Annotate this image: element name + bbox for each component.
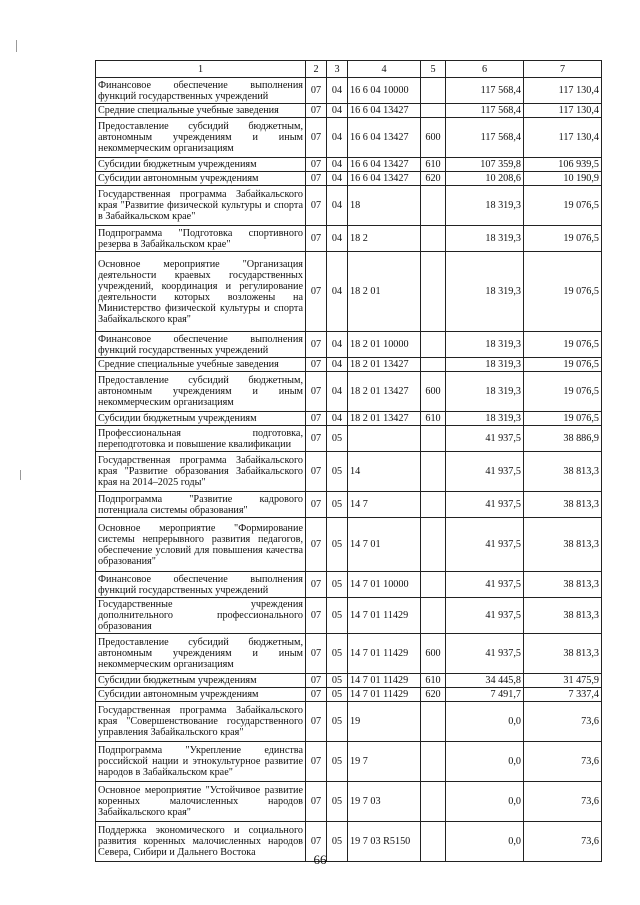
target-article-cell: 14 7 01 10000: [348, 572, 421, 598]
amount-col7-cell: 19 076,5: [524, 186, 602, 226]
subsection-code-cell: 04: [327, 158, 348, 172]
left-margin-mark: [16, 40, 17, 52]
table-row: [96, 252, 602, 332]
target-article-cell: 19 7 03: [348, 782, 421, 822]
target-article-cell: [348, 426, 421, 452]
subsection-code-cell: 04: [327, 226, 348, 252]
target-article-cell: 18 2 01 10000: [348, 332, 421, 358]
row-name-cell: Предоставление субсидий бюджетным, автономным учреждениям и иным некоммерческим организациям: [96, 634, 306, 674]
row-name-cell: Предоставление субсидий бюджетным, автономным учреждениям и иным некоммерческим организациям: [96, 118, 306, 158]
section-code-cell: 07: [306, 78, 327, 104]
amount-col6-cell: 117 568,4: [446, 104, 524, 118]
section-code-cell: 07: [306, 332, 327, 358]
section-code-cell: 07: [306, 158, 327, 172]
amount-col6-cell: 18 319,3: [446, 358, 524, 372]
subsection-code-cell: 05: [327, 702, 348, 742]
table-row: [96, 412, 602, 426]
target-article-cell: 14 7 01 11429: [348, 674, 421, 688]
subsection-code-cell: 05: [327, 598, 348, 634]
expense-type-cell: [421, 492, 446, 518]
target-article-cell: 14 7 01 11429: [348, 688, 421, 702]
amount-col7-cell: 73,6: [524, 742, 602, 782]
table-row: [96, 702, 602, 742]
section-code-cell: 07: [306, 822, 327, 862]
amount-col6-cell: 0,0: [446, 822, 524, 862]
amount-col7-cell: 19 076,5: [524, 358, 602, 372]
amount-col7-cell: 19 076,5: [524, 372, 602, 412]
amount-col6-cell: 0,0: [446, 742, 524, 782]
amount-col7-cell: 19 076,5: [524, 252, 602, 332]
target-article-cell: 18 2 01 13427: [348, 372, 421, 412]
target-article-cell: 18 2 01: [348, 252, 421, 332]
row-name-cell: Профессиональная подготовка, переподготовка и повышение квалификации: [96, 426, 306, 452]
table-row: [96, 358, 602, 372]
amount-col6-cell: 41 937,5: [446, 598, 524, 634]
target-article-cell: 14 7 01 11429: [348, 598, 421, 634]
table-row: [96, 688, 602, 702]
expense-type-cell: [421, 104, 446, 118]
row-name-cell: Поддержка экономического и социального развития коренных малочисленных народов Севера, Сибири и Дальнего Востока: [96, 822, 306, 862]
target-article-cell: 14 7 01 11429: [348, 634, 421, 674]
target-article-cell: 16 6 04 13427: [348, 158, 421, 172]
section-code-cell: 07: [306, 252, 327, 332]
section-code-cell: 07: [306, 688, 327, 702]
expense-type-cell: 600: [421, 118, 446, 158]
expense-type-cell: [421, 702, 446, 742]
table-row: [96, 452, 602, 492]
row-name-cell: Финансовое обеспечение выполнения функций государственных учреждений: [96, 332, 306, 358]
amount-col6-cell: 7 491,7: [446, 688, 524, 702]
row-name-cell: Субсидии бюджетным учреждениям: [96, 158, 306, 172]
amount-col7-cell: 38 886,9: [524, 426, 602, 452]
subsection-code-cell: 05: [327, 822, 348, 862]
section-code-cell: 07: [306, 186, 327, 226]
expense-type-cell: [421, 78, 446, 104]
section-code-cell: 07: [306, 598, 327, 634]
expense-type-cell: 600: [421, 372, 446, 412]
amount-col6-cell: 107 359,8: [446, 158, 524, 172]
amount-col6-cell: 41 937,5: [446, 426, 524, 452]
amount-col7-cell: 19 076,5: [524, 226, 602, 252]
row-name-cell: Средние специальные учебные заведения: [96, 358, 306, 372]
target-article-cell: 18 2 01 13427: [348, 358, 421, 372]
table-row: [96, 674, 602, 688]
expense-type-cell: 610: [421, 158, 446, 172]
table-row: [96, 598, 602, 634]
expense-type-cell: 620: [421, 688, 446, 702]
column-header: 4: [348, 61, 421, 78]
amount-col6-cell: 41 937,5: [446, 452, 524, 492]
amount-col6-cell: 41 937,5: [446, 634, 524, 674]
subsection-code-cell: 05: [327, 674, 348, 688]
amount-col7-cell: 31 475,9: [524, 674, 602, 688]
row-name-cell: Субсидии автономным учреждениям: [96, 688, 306, 702]
amount-col7-cell: 7 337,4: [524, 688, 602, 702]
section-code-cell: 07: [306, 518, 327, 572]
table-row: [96, 426, 602, 452]
section-code-cell: 07: [306, 372, 327, 412]
section-code-cell: 07: [306, 426, 327, 452]
row-name-cell: Субсидии бюджетным учреждениям: [96, 412, 306, 426]
row-name-cell: Финансовое обеспечение выполнения функций государственных учреждений: [96, 78, 306, 104]
amount-col7-cell: 19 076,5: [524, 412, 602, 426]
expense-type-cell: [421, 252, 446, 332]
subsection-code-cell: 04: [327, 186, 348, 226]
target-article-cell: 19 7: [348, 742, 421, 782]
expense-type-cell: [421, 426, 446, 452]
subsection-code-cell: 05: [327, 426, 348, 452]
table-row: [96, 332, 602, 358]
amount-col6-cell: 117 568,4: [446, 118, 524, 158]
row-name-cell: Субсидии бюджетным учреждениям: [96, 674, 306, 688]
row-name-cell: Государственная программа Забайкальского края "Совершенствование государственного управления Забайкальского края": [96, 702, 306, 742]
row-name-cell: Средние специальные учебные заведения: [96, 104, 306, 118]
subsection-code-cell: 05: [327, 518, 348, 572]
row-name-cell: Основное мероприятие "Организация деятельности краевых государственных учреждений, координация и регулирование деятельности которых возложены на Министерство физической культуры и спорта Забайкальского края": [96, 252, 306, 332]
target-article-cell: 16 6 04 13427: [348, 104, 421, 118]
expense-type-cell: [421, 598, 446, 634]
target-article-cell: 16 6 04 13427: [348, 172, 421, 186]
target-article-cell: 19: [348, 702, 421, 742]
amount-col7-cell: 73,6: [524, 782, 602, 822]
target-article-cell: 19 7 03 R5150: [348, 822, 421, 862]
amount-col7-cell: 38 813,3: [524, 634, 602, 674]
section-code-cell: 07: [306, 412, 327, 426]
section-code-cell: 07: [306, 452, 327, 492]
expense-type-cell: [421, 358, 446, 372]
table-row: [96, 782, 602, 822]
table-row: [96, 518, 602, 572]
section-code-cell: 07: [306, 104, 327, 118]
table-row: [96, 572, 602, 598]
subsection-code-cell: 04: [327, 104, 348, 118]
table-row: [96, 634, 602, 674]
section-code-cell: 07: [306, 492, 327, 518]
left-margin-mark-lower: [20, 470, 21, 480]
amount-col6-cell: 18 319,3: [446, 372, 524, 412]
amount-col6-cell: 18 319,3: [446, 252, 524, 332]
amount-col6-cell: 18 319,3: [446, 226, 524, 252]
expense-type-cell: [421, 186, 446, 226]
column-header: 1: [96, 61, 306, 78]
subsection-code-cell: 04: [327, 252, 348, 332]
amount-col6-cell: 0,0: [446, 702, 524, 742]
section-code-cell: 07: [306, 634, 327, 674]
section-code-cell: 07: [306, 118, 327, 158]
subsection-code-cell: 04: [327, 412, 348, 426]
row-name-cell: Подпрограмма "Укрепление единства российской нации и этнокультурное развитие народов в Забайкальском крае": [96, 742, 306, 782]
subsection-code-cell: 04: [327, 358, 348, 372]
expense-type-cell: 610: [421, 674, 446, 688]
amount-col7-cell: 73,6: [524, 822, 602, 862]
subsection-code-cell: 05: [327, 492, 348, 518]
table-row: [96, 226, 602, 252]
row-name-cell: Государственная программа Забайкальского края "Развитие образования Забайкальского края на 2014–2025 годы": [96, 452, 306, 492]
table-row: [96, 492, 602, 518]
amount-col7-cell: 73,6: [524, 702, 602, 742]
section-code-cell: 07: [306, 742, 327, 782]
subsection-code-cell: 04: [327, 332, 348, 358]
amount-col6-cell: 18 319,3: [446, 186, 524, 226]
row-name-cell: Государственная программа Забайкальского края "Развитие физической культуры и спорта в Забайкальском крае": [96, 186, 306, 226]
target-article-cell: 14 7 01: [348, 518, 421, 572]
table-row: [96, 172, 602, 186]
expense-type-cell: [421, 518, 446, 572]
amount-col7-cell: 117 130,4: [524, 104, 602, 118]
target-article-cell: 18 2 01 13427: [348, 412, 421, 426]
section-code-cell: 07: [306, 226, 327, 252]
budget-table: [95, 60, 602, 862]
amount-col6-cell: 41 937,5: [446, 572, 524, 598]
table-row: [96, 104, 602, 118]
row-name-cell: Подпрограмма "Развитие кадрового потенциала системы образования": [96, 492, 306, 518]
subsection-code-cell: 05: [327, 782, 348, 822]
table-row: [96, 372, 602, 412]
amount-col6-cell: 18 319,3: [446, 332, 524, 358]
amount-col7-cell: 38 813,3: [524, 492, 602, 518]
expense-type-cell: [421, 332, 446, 358]
amount-col7-cell: 117 130,4: [524, 118, 602, 158]
row-name-cell: Основное мероприятие "Формирование системы непрерывного развития педагогов, обеспечение условий для повышения качества образования": [96, 518, 306, 572]
row-name-cell: Финансовое обеспечение выполнения функций государственных учреждений: [96, 572, 306, 598]
subsection-code-cell: 04: [327, 118, 348, 158]
subsection-code-cell: 04: [327, 372, 348, 412]
subsection-code-cell: 04: [327, 172, 348, 186]
amount-col7-cell: 19 076,5: [524, 332, 602, 358]
section-code-cell: 07: [306, 172, 327, 186]
table-row: [96, 186, 602, 226]
expense-type-cell: 620: [421, 172, 446, 186]
table-row: [96, 118, 602, 158]
expense-type-cell: [421, 226, 446, 252]
row-name-cell: Основное мероприятие "Устойчивое развитие коренных малочисленных народов Забайкальского края": [96, 782, 306, 822]
expense-type-cell: 600: [421, 634, 446, 674]
table-row: [96, 742, 602, 782]
amount-col6-cell: 34 445,8: [446, 674, 524, 688]
subsection-code-cell: 05: [327, 688, 348, 702]
subsection-code-cell: 05: [327, 452, 348, 492]
section-code-cell: 07: [306, 782, 327, 822]
expense-type-cell: [421, 572, 446, 598]
amount-col7-cell: 117 130,4: [524, 78, 602, 104]
expense-type-cell: [421, 452, 446, 492]
amount-col6-cell: 10 208,6: [446, 172, 524, 186]
row-name-cell: Субсидии автономным учреждениям: [96, 172, 306, 186]
amount-col7-cell: 38 813,3: [524, 452, 602, 492]
row-name-cell: Подпрограмма "Подготовка спортивного резерва в Забайкальском крае": [96, 226, 306, 252]
subsection-code-cell: 05: [327, 634, 348, 674]
column-header: 3: [327, 61, 348, 78]
target-article-cell: 16 6 04 10000: [348, 78, 421, 104]
table-row: [96, 78, 602, 104]
amount-col6-cell: 41 937,5: [446, 518, 524, 572]
column-header: 7: [524, 61, 602, 78]
target-article-cell: 18: [348, 186, 421, 226]
target-article-cell: 14: [348, 452, 421, 492]
amount-col6-cell: 41 937,5: [446, 492, 524, 518]
amount-col7-cell: 38 813,3: [524, 518, 602, 572]
amount-col7-cell: 106 939,5: [524, 158, 602, 172]
section-code-cell: 07: [306, 358, 327, 372]
table-row: [96, 158, 602, 172]
section-code-cell: 07: [306, 572, 327, 598]
amount-col6-cell: 18 319,3: [446, 412, 524, 426]
expense-type-cell: 610: [421, 412, 446, 426]
section-code-cell: 07: [306, 702, 327, 742]
target-article-cell: 16 6 04 13427: [348, 118, 421, 158]
column-header: 6: [446, 61, 524, 78]
subsection-code-cell: 05: [327, 572, 348, 598]
page-number: 66: [313, 852, 327, 867]
amount-col6-cell: 0,0: [446, 782, 524, 822]
expense-type-cell: [421, 782, 446, 822]
subsection-code-cell: 05: [327, 742, 348, 782]
column-header: 2: [306, 61, 327, 78]
section-code-cell: 07: [306, 674, 327, 688]
amount-col6-cell: 117 568,4: [446, 78, 524, 104]
target-article-cell: 14 7: [348, 492, 421, 518]
target-article-cell: 18 2: [348, 226, 421, 252]
amount-col7-cell: 38 813,3: [524, 572, 602, 598]
row-name-cell: Государственные учреждения дополнительного профессионального образования: [96, 598, 306, 634]
column-header: 5: [421, 61, 446, 78]
row-name-cell: Предоставление субсидий бюджетным, автономным учреждениям и иным некоммерческим организациям: [96, 372, 306, 412]
amount-col7-cell: 10 190,9: [524, 172, 602, 186]
expense-type-cell: [421, 742, 446, 782]
header-row: [96, 61, 602, 78]
subsection-code-cell: 04: [327, 78, 348, 104]
amount-col7-cell: 38 813,3: [524, 598, 602, 634]
